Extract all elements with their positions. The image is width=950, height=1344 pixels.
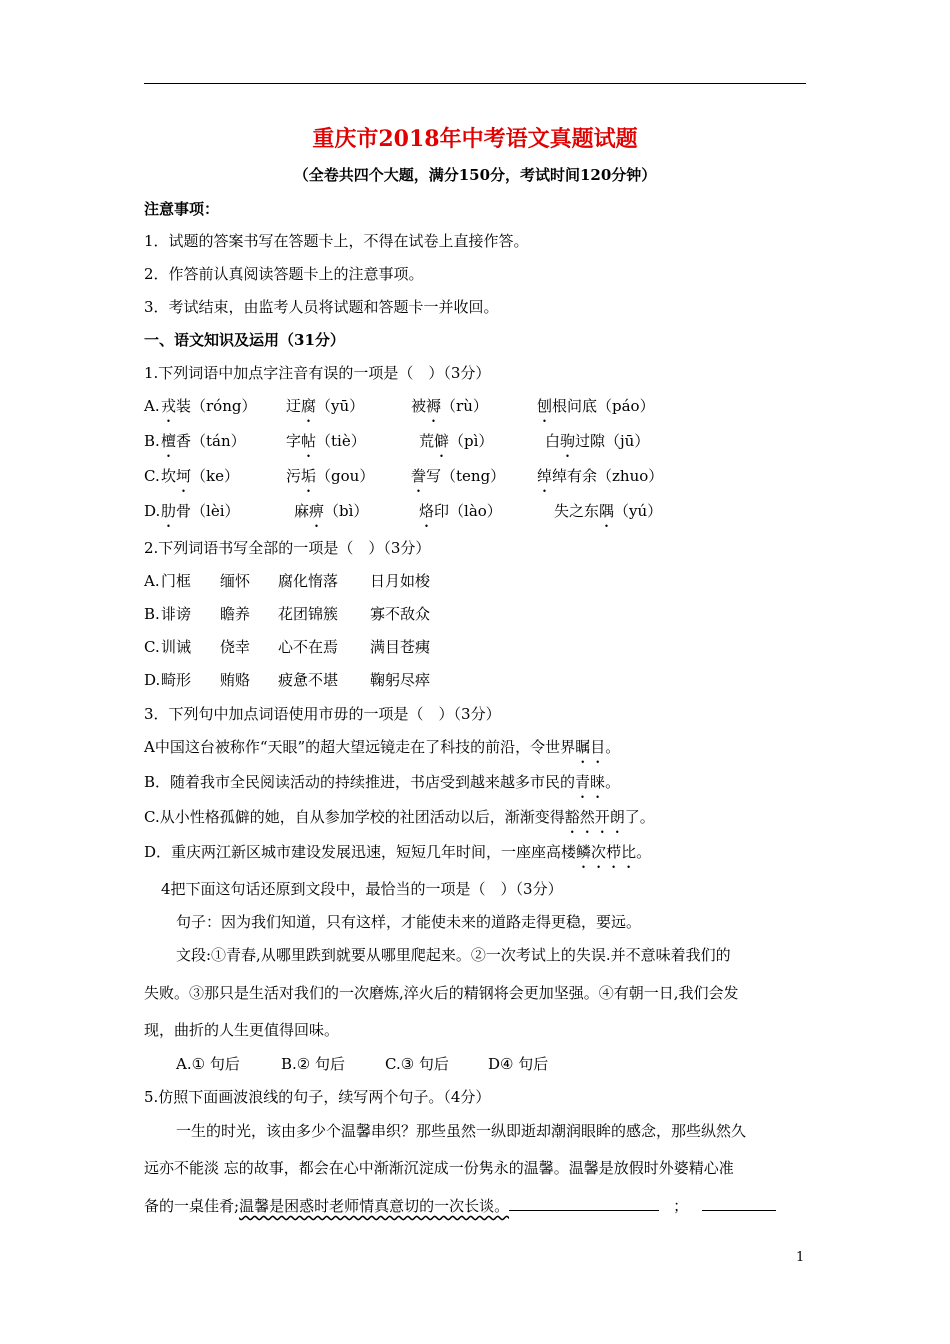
q2-item: 缅怀 (220, 572, 251, 590)
q4-option: C.③ 句后 (385, 1055, 449, 1073)
q1-item: 迂腐（yū） (286, 397, 365, 415)
q2-item: 疲惫不堪 (278, 671, 339, 689)
q3-option: D．重庆两江新区城市建设发展迅速，短短几年时间，一座座高楼鳞次栉比。 (144, 843, 652, 861)
q2-option-label: C. (144, 638, 160, 656)
question-4-stem: 4把下面这句话还原到文段中，最恰当的一项是（ ）（3分） (161, 880, 563, 898)
answer-blank (702, 1196, 776, 1211)
q4-passage-line: 现，曲折的人生更值得回味。 (144, 1021, 340, 1039)
q3-option: A中国这台被称作“天眼”的超大望远镜走在了科技的前沿，令世界瞩目。 (144, 738, 621, 756)
note-item: 2．作答前认真阅读答题卡上的注意事项。 (144, 265, 424, 283)
q4-option: A.① 句后 (176, 1055, 240, 1073)
q1-item: 戎装（róng） (161, 397, 257, 415)
q4-sentence: 句子：因为我们知道，只有这样，才能使未来的道路走得更稳，要远。 (176, 913, 642, 931)
q1-item: 肋骨（lèi） (161, 502, 240, 520)
q5-passage-line: 一生的时光，该由多少个温馨串织？那些虽然一纵即逝却潮润眼眸的感念，那些纵然久 (176, 1122, 747, 1140)
q1-item: 白驹过隙（jū） (545, 432, 650, 450)
q2-item: 腐化惰落 (278, 572, 339, 590)
q1-item: 荒僻（pì） (419, 432, 494, 450)
question-3-stem: 3．下列句中加点词语使用市毋的一项是（ ）（3分） (144, 705, 501, 723)
q1-item: 坎坷（ke） (161, 467, 239, 485)
q2-item: 寡不敌众 (370, 605, 431, 623)
q1-item: 誊写（teng） (411, 467, 506, 485)
notes-heading: 注意事项： (144, 200, 220, 218)
q1-item: 被褥（rù） (411, 397, 488, 415)
q2-item: 瞻养 (220, 605, 251, 623)
page-number: 1 (796, 1250, 805, 1265)
q2-item: 花团锦簇 (278, 605, 339, 623)
q2-item: 诽谤 (161, 605, 192, 623)
q1-item: 失之东隅（yú） (554, 502, 663, 520)
q1-option-label: A. (144, 397, 160, 415)
q2-item: 贿赂 (220, 671, 251, 689)
q4-option: B.② 句后 (281, 1055, 346, 1073)
q1-item: 麻痹（bì） (294, 502, 369, 520)
q1-item: 檀香（tán） (161, 432, 246, 450)
question-1-stem: 1.下列词语中加点字注音有误的一项是（ ）（3分） (144, 364, 491, 382)
q2-option-label: A. (144, 572, 160, 590)
q5-passage-line: 备的一桌佳肴;温馨是困惑时老师情真意切的一次长谈。 ； (144, 1196, 776, 1215)
top-rule (144, 83, 806, 84)
q5-passage-line: 远亦不能淡 忘的故事，都会在心中渐渐沉淀成一份隽永的温馨。温馨是放假时外婆精心准 (144, 1159, 734, 1177)
q4-passage-line: 失败。③那只是生活对我们的一次磨炼,淬火后的精钢将会更加坚强。④有朝一日,我们会发 (144, 984, 739, 1002)
q4-option: D④ 句后 (488, 1055, 549, 1073)
q2-item: 日月如梭 (370, 572, 431, 590)
q4-passage-line: 文段:①青春,从哪里跌到就要从哪里爬起来。②一次考试上的失误.并不意味着我们的 (176, 946, 731, 964)
q2-item: 门框 (161, 572, 192, 590)
exam-info: （全卷共四个大题，满分150分，考试时间120分钟） (293, 166, 657, 184)
q1-option-label: C. (144, 467, 160, 485)
note-item: 3．考试结束，由监考人员将试题和答题卡一并收回。 (144, 298, 499, 316)
question-5-stem: 5.仿照下面画波浪线的句子，续写两个句子。（4分） (144, 1088, 491, 1106)
q1-item: 字帖（tiè） (286, 432, 366, 450)
q2-item: 心不在焉 (278, 638, 339, 656)
answer-blank (509, 1196, 659, 1211)
q3-option: B．随着我市全民阅读活动的持续推进，书店受到越来越多市民的青睐。 (144, 773, 621, 791)
q3-option: C.从小性格孤僻的她，自从参加学校的社团活动以后，渐渐变得豁然开朗了。 (144, 808, 655, 826)
q1-option-label: B. (144, 432, 160, 450)
q1-option-label: D. (144, 502, 161, 520)
question-2-stem: 2.下列词语书写全部的一项是（ ）（3分） (144, 539, 431, 557)
note-item: 1．试题的答案书写在答题卡上，不得在试卷上直接作答。 (144, 232, 529, 250)
q1-item: 污垢（gou） (286, 467, 375, 485)
q2-item: 鞠躬尽瘁 (370, 671, 431, 689)
q1-item: 烙印（lào） (419, 502, 502, 520)
q1-item: 刨根问底（páo） (537, 397, 655, 415)
page-title: 重庆市2018年中考语文真题试题 (312, 126, 638, 152)
q2-option-label: D. (144, 671, 161, 689)
wavy-underlined-sentence: 温馨是困惑时老师情真意切的一次长谈。 (239, 1197, 510, 1215)
q2-item: 畸形 (161, 671, 192, 689)
q1-item: 绰绰有余（zhuo） (537, 467, 664, 485)
q2-item: 训诫 (161, 638, 192, 656)
q2-item: 满目苍痍 (370, 638, 431, 656)
q2-item: 侥幸 (220, 638, 251, 656)
section-heading: 一、语文知识及运用（31分） (144, 331, 345, 349)
q2-option-label: B. (144, 605, 160, 623)
